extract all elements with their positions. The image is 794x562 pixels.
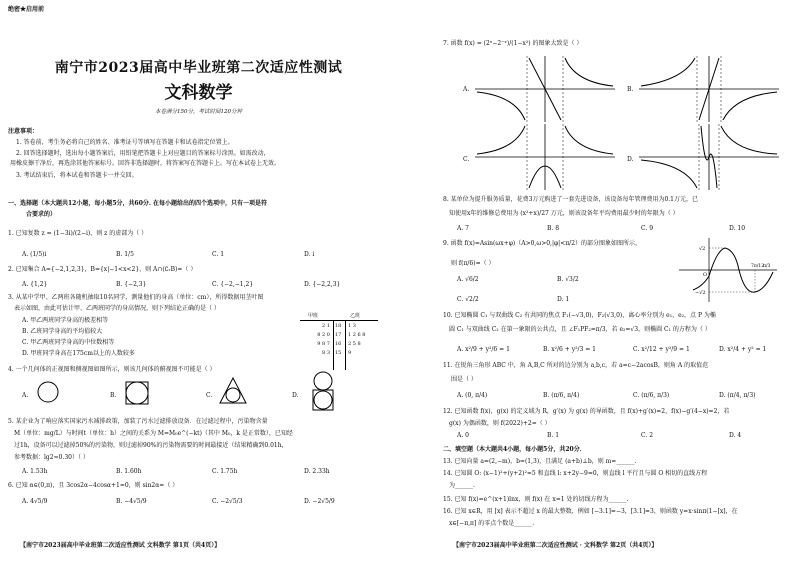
q7-option-b: B. <box>627 86 634 93</box>
q3-stem-2: 表示如图，由此可估计甲、乙两班同学的身高情况，则下列结论正确的是（ ） <box>14 305 220 312</box>
q12-option-d: D. 4 <box>729 432 742 439</box>
q11-option-c: C. (π/6, π/3) <box>633 392 670 399</box>
q9-origin-label: O <box>703 272 708 278</box>
q6-option-a: A. 4√5/9 <box>22 498 48 505</box>
q7-stem: 7. 函数 f(x) = (2ˣ−2⁻ˣ)/(1−x²) 的图象大致是（ ） <box>443 40 583 47</box>
q12-option-a: A. 0 <box>457 432 469 439</box>
section-choice-heading-cont: 合要求的） <box>26 211 57 218</box>
q11-option-b: B. (π/6, π/4) <box>543 392 580 399</box>
q7-option-a: A. <box>463 86 470 93</box>
section-fill-heading: 二、填空题（本大题共4小题，每小题5分，共20分． <box>443 446 586 453</box>
q5-stem-3: 过1h，设备可以过滤掉50%的污染物，则过滤掉90%的污染物需要的时间最接近（结果精确到0.01h， <box>14 442 288 449</box>
q10-stem-2: 圆 C₁ 与双曲线 C₂ 在第一象限的公共点，且 ∠F₁PF₂=π/3，若 e₂=√3，则椭圆 C₁ 的方程为（ ） <box>449 326 711 333</box>
q4-option-d-square-circles-icon <box>306 370 340 414</box>
q8-option-c: C. 9 <box>641 225 654 232</box>
notice-title: 注意事项： <box>8 128 39 135</box>
score-info: 本卷满分150分，考试时间120分钟 <box>155 109 242 115</box>
q4-option-b-square-circle-icon <box>124 380 150 406</box>
q6-option-c: C. −2√5/3 <box>212 498 243 505</box>
q11-option-a: A. (0, π/4) <box>457 392 488 399</box>
q8-stem-2: 知使用x年的维修总费用为 (x²+x)/27 万元，则该设备年平均费用最少时的年限为（ ） <box>449 210 679 217</box>
q2-option-d: D. {−2,2,3} <box>304 281 341 288</box>
q7-option-c: C. <box>463 156 470 163</box>
stem-leaf-row: 8 2 0 17 1 2 6 8 <box>317 332 366 338</box>
q9-max-label: √2 <box>699 246 706 252</box>
q11-option-d: D. (π/4, π/3) <box>719 392 756 399</box>
q3-option-b: B. 乙班同学身高的平均值较大 <box>22 328 103 335</box>
q12-option-b: B. 1 <box>547 432 560 439</box>
subject-title: 文科数学 <box>164 83 233 103</box>
q7-graph-d <box>639 124 779 190</box>
q4-option-a-circle-icon <box>36 380 60 404</box>
q2-stem: 2. 已知集合 A={−2,1,2,3}，B={x|−1<x<2}，则 A∩(∁ᵣB)=（ ） <box>8 266 197 273</box>
q5-option-d: D. 2.33h <box>304 468 330 475</box>
q3-stem-1: 3. 从某中学甲、乙两班各随机抽取10名同学，测量他们的身高（单位：cm），所得数据用茎叶图 <box>8 294 264 301</box>
page-footer: 【南宁市2023届高中毕业班第二次适应性测试 文科数学 第1页（共4页）】 <box>20 542 221 549</box>
q6-stem: 6. 已知 α∈(0,π)，且 3cos2α−4cosα+1=0，则 sin2α=（ ） <box>8 482 179 489</box>
q1-option-a: A. (1/5)i <box>22 251 47 258</box>
q12-stem-1: 12. 已知函数 f(x)，g(x) 的定义域为 R，g′(x) 为 g(x) 的导函数，且 f(x)+g′(x)=2，f(x)−g′(4−x)=2，若 <box>443 408 730 415</box>
q9-sine-graph <box>679 238 779 302</box>
q9-option-b: B. √3/2 <box>557 276 579 283</box>
q1-option-b: B. 1/5 <box>116 251 134 258</box>
q10-option-b: B. x²/6 + y²/3 = 1 <box>543 346 596 353</box>
stem-leaf-row: 9 8 7 16 2 5 8 <box>317 341 361 347</box>
notice-2-cont: 用橡皮擦干净后，再选涂其他答案标号。回答非选择题时，将答案写在答题卡上。写在本试卷上无效。 <box>10 160 281 167</box>
q15-stem: 15. 已知 f(x)=e^(x+1)lnx，则 f(x) 在 x=1 处的切线方程为______. <box>443 496 629 503</box>
q1-stem: 1. 已知复数 z = (1−3i)/(2−i)，则 z 的虚部为（ ） <box>8 230 148 237</box>
q12-option-c: C. 2 <box>641 432 654 439</box>
q3-option-a: A. 甲乙两班同学身高的极差相等 <box>22 317 109 324</box>
q5-stem-1: 5. 某企业为了响应落实国家污水减排政策，加装了污水过滤排放设备．在过滤过程中，污染物含量 <box>8 418 268 425</box>
q6-option-b: B. −4√5/9 <box>116 498 147 505</box>
page-right <box>397 0 794 562</box>
q9-option-c: C. √2/2 <box>457 296 479 303</box>
q5-option-a: A. 1.53h <box>22 468 48 475</box>
q7-graph-b <box>639 56 779 122</box>
notice-3: 3. 考试结束后，将本试卷和答题卡一并交回。 <box>16 172 138 179</box>
q7-graph-a <box>475 56 615 122</box>
q14-stem: 14. 已知圆 O: (x−1)²+(y+2)²=5 和直线 l: x+2y−9=0，则直线 l 平行且与圆 O 相切的直线方程 <box>443 470 708 477</box>
q3-option-c: C. 甲乙两班同学身高的中位数相等 <box>22 339 115 346</box>
q2-option-b: B. {−2,3} <box>116 281 147 288</box>
q5-option-c: C. 1.75h <box>212 468 238 475</box>
q5-option-b: B. 1.60h <box>116 468 142 475</box>
q9-stem-2: 则 f(π/6)=（ ） <box>451 260 495 267</box>
confidential-mark: 绝密★启用前 <box>8 6 45 13</box>
q9-stem-1: 9. 函数 f(x)=Asin(ωx+φ)（A>0,ω>0,|φ|<π/2）的部分图象如图所示， <box>443 240 642 247</box>
stem-leaf-plot <box>300 312 378 372</box>
q13-stem: 13. 已知向量 a=(2,−m)，b=(1,3)，且满足 (a+b)⊥b，则 m=______. <box>443 458 637 465</box>
q1-option-d: D. i <box>304 251 315 258</box>
q9-xtick-7pi12: 7π/12 <box>751 264 765 269</box>
q4-option-c: C. <box>206 392 213 399</box>
q1-option-c: C. 1 <box>212 251 225 258</box>
q7-option-d: D. <box>627 156 634 163</box>
notice-2: 2. 回答选择题时，选出每小题答案后，用铅笔把答题卡上对应题目的答案标号涂黑。如需改动， <box>16 150 270 157</box>
q4-option-d: D. <box>292 392 299 399</box>
q9-option-a: A. √6/2 <box>457 276 479 283</box>
q4-option-a: A. <box>22 392 29 399</box>
q10-option-d: D. x²/4 + y² = 1 <box>719 346 767 353</box>
q11-stem-1: 11. 在锐角三角形 ABC 中，角 A,B,C 所对的边分别为 a,b,c，若 a=c−2acosB，则角 A 的取值范 <box>443 362 709 369</box>
q11-stem-2: 围是（ ） <box>451 376 477 383</box>
q5-stem-2: M（单位：mg/L）与时间t（单位：h）之间的关系为 M=M₀e^(−kt)（其中 M₀，k 是正常数），已知经 <box>14 430 293 437</box>
q3-option-d: D. 甲班同学身高在175cm以上的人数较多 <box>22 350 135 357</box>
q4-option-c-triangle-circle-icon <box>218 376 248 406</box>
q6-option-d: D. −2√5/9 <box>304 498 335 505</box>
q4-stem: 4. 一个几何体的正视图和侧视图如图所示，则该几何体的俯视图不可能是（ ） <box>8 366 216 373</box>
stem-leaf-row: 8 3 15 9 <box>322 350 352 356</box>
q9-xtick-pi3: π/3 <box>763 264 771 269</box>
q2-option-c: C. {−2,−1,2} <box>212 281 254 288</box>
q16-stem-2: x∈[−π,π] 的零点个数是______. <box>449 520 535 527</box>
stem-leaf-header-a: 甲班 <box>308 313 319 319</box>
section-choice-heading: 一、选择题（本大题共12小题，每小题5分，共60分. 在每小题给出的四个选项中，只有一项是符 <box>8 200 268 207</box>
q5-stem-4: 参考数据：lg2≈0.30）（ ） <box>14 454 89 461</box>
q10-option-a: A. x²/9 + y²/6 = 1 <box>457 346 510 353</box>
q8-stem-1: 8. 某单位为提升服务质量，花费3万元购进了一套先进设备，该设备每年管理费用为0.1万元，已 <box>443 196 698 203</box>
exam-title: 南宁市2023届高中毕业班第二次适应性测试 <box>54 60 343 76</box>
q8-option-d: D. 10 <box>729 225 746 232</box>
q9-option-d: D. 1 <box>557 296 570 303</box>
q12-stem-2: g(x) 为偶函数，则 f(2022)+2=（ ） <box>449 420 551 427</box>
q7-graph-c <box>475 124 615 190</box>
q10-stem-1: 10. 已知椭圆 C₁ 与双曲线 C₂ 有共同的焦点 F₁(−√3,0)，F₂(√3,0)，离心率分别为 e₁，e₂，点 P 为椭 <box>443 312 716 319</box>
q10-option-c: C. x²/12 + y²/9 = 1 <box>633 346 690 353</box>
q8-option-b: B. 8 <box>547 225 560 232</box>
stem-leaf-header-b: 乙班 <box>350 313 361 319</box>
q16-stem-1: 16. 已知 x∈R，用 [x] 表示不超过 x 的最大整数，例如 [−3.1]=−3，[3.1]=3，则函数 y=x·sinπ(1−[x]，在 <box>443 508 738 515</box>
q14-stem-cont: 为______. <box>449 482 475 489</box>
q9-min-label: −√2 <box>695 290 706 296</box>
q2-option-a: A. {1,2} <box>22 281 48 288</box>
q4-option-b: B. <box>110 392 117 399</box>
notice-1: 1. 答卷前，考生务必将自己的姓名、准考证号等填写在答题卡和试卷指定位置上。 <box>16 139 234 146</box>
page-footer: 【南宁市2023届高中毕业班第二次适应性测试 · 文科数学 第2页（共4页）】 <box>453 542 658 549</box>
stem-leaf-row: 2 1 18 1 3 <box>322 323 356 329</box>
q8-option-a: A. 7 <box>457 225 469 232</box>
